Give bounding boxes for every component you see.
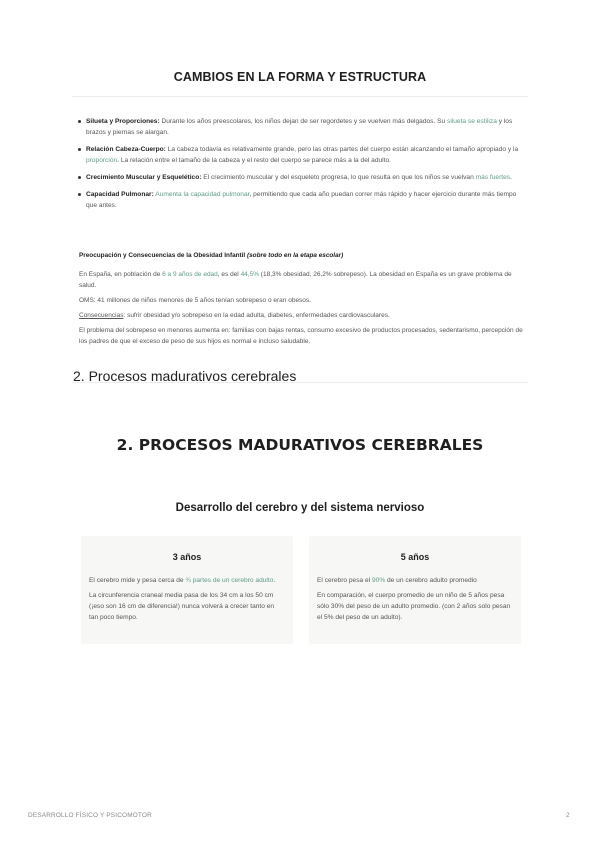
bullet-list (86, 116, 526, 217)
list-item (86, 172, 526, 183)
obesity-paragraph: El problema del sobrepeso en menores aumenta en: familias con bajas rentas, consumo excesivo de productos procesados, sedentarismo, percepción de los padres de que el exceso de peso de sus hijos es normal e incluso saludable. (79, 327, 523, 345)
highlight-text: silueta se estiliza (447, 118, 497, 125)
divider (72, 96, 528, 97)
bullet-term: Capacidad Pulmonar: (86, 191, 154, 198)
paragraph-text: de un cerebro adulto promedio (385, 577, 477, 584)
paragraph-text: . (273, 577, 276, 584)
paragraph-text: En España, en población de (79, 271, 163, 278)
footer-title: DESARROLLO FÍSICO Y PSICOMOTOR (28, 812, 152, 819)
obesity-paragraph (79, 269, 529, 291)
highlight-text: ¾ partes de un cerebro adulto (185, 577, 274, 584)
highlight-text: Aumenta la capacidad pulmonar (155, 191, 250, 198)
obesity-heading-note: (sobre todo en la etapa escolar) (247, 252, 344, 259)
card-title: 3 años (172, 552, 202, 562)
paragraph-text: (18,3% obesidad, 26,2% sobrepeso). La obesidad en España es un grave problema de salud. (79, 271, 512, 289)
list-item (86, 116, 526, 138)
obesity-paragraph (79, 310, 529, 321)
bullet-text: , permitiendo que cada año puedan correr más rápido y hacer ejercicio durante más tiempo que antes. (86, 191, 517, 209)
obesity-paragraph: OMS: 41 millones de niños menores de 5 años tenían sobrepeso o eran obesos. (79, 297, 311, 304)
highlight-text: 6 a 9 años de edad (162, 271, 218, 278)
paragraph-text: El cerebro mide y pesa cerca de (89, 577, 186, 584)
highlight-text: 90% (371, 577, 386, 584)
highlight-text: más fuertes (475, 174, 511, 181)
bullet-text: El crecimiento muscular y del esqueleto progresa, lo que resulta en que los niños se vuelvan (201, 174, 476, 181)
page-number: 2 (566, 812, 570, 819)
list-item (86, 144, 526, 166)
section-heading: 2. Procesos madurativos cerebrales (73, 368, 297, 384)
card-paragraph (89, 575, 285, 586)
subheading: Desarrollo del cerebro y del sistema nervioso (175, 502, 425, 514)
section-title: 2. PROCESOS MADURATIVOS CEREBRALES (116, 436, 484, 454)
obesity-block (79, 252, 529, 351)
card-paragraph: En comparación, el cuerpo promedio de un niño de 5 años pesa sólo 30% del peso de un adulto promedio. (con 2 años solo pesan el 5% del peso de un adulto). (317, 592, 511, 621)
paragraph-text: , es del (217, 271, 241, 278)
info-card-5-years (309, 536, 521, 644)
obesity-heading-text: Preocupación y Consecuencias de la Obesidad Infantil (79, 252, 246, 259)
card-paragraph (317, 575, 513, 586)
consequences-label: Consecuencias (79, 312, 124, 319)
bullet-term: Silueta y Proporciones: (86, 118, 160, 125)
section-title: CAMBIOS EN LA FORMA Y ESTRUCTURA (173, 70, 427, 84)
bullet-text: La cabeza todavía es relativamente grande, pero las otras partes del cuerpo están alcanzando el tamaño apropiado y la (165, 146, 519, 153)
highlight-text: 44,5% (240, 271, 259, 278)
list-item (86, 189, 526, 211)
info-card-3-years (81, 536, 293, 644)
obesity-heading (79, 252, 529, 259)
card-paragraph: La circunferencia craneal media pasa de los 34 cm a los 50 cm (¡eso son 16 cm de diferencia!) nunca volverá a crecer tanto en tan poco tiempo. (89, 592, 275, 621)
bullet-text: . La relación entre el tamaño de la cabeza y el resto del cuerpo se parece más a la del adulto. (117, 157, 391, 164)
paragraph-text: : sufrir obesidad y/o sobrepeso en la edad adulta, diabetes, enfermedades cardiovasculares. (123, 312, 390, 319)
paragraph-text: El cerebro pesa el (317, 577, 372, 584)
bullet-text: . (510, 174, 512, 181)
highlight-text: proporción (86, 157, 118, 164)
card-title: 5 años (400, 552, 430, 562)
bullet-term: Relación Cabeza-Cuerpo: (86, 146, 166, 153)
bullet-text: Durante los años preescolares, los niños dejan de ser regordetes y se vuelven más delgados. Su (159, 118, 448, 125)
bullet-text: y los brazos y piernas se alargan. (86, 118, 513, 136)
bullet-term: Crecimiento Muscular y Esquelético: (86, 174, 202, 181)
